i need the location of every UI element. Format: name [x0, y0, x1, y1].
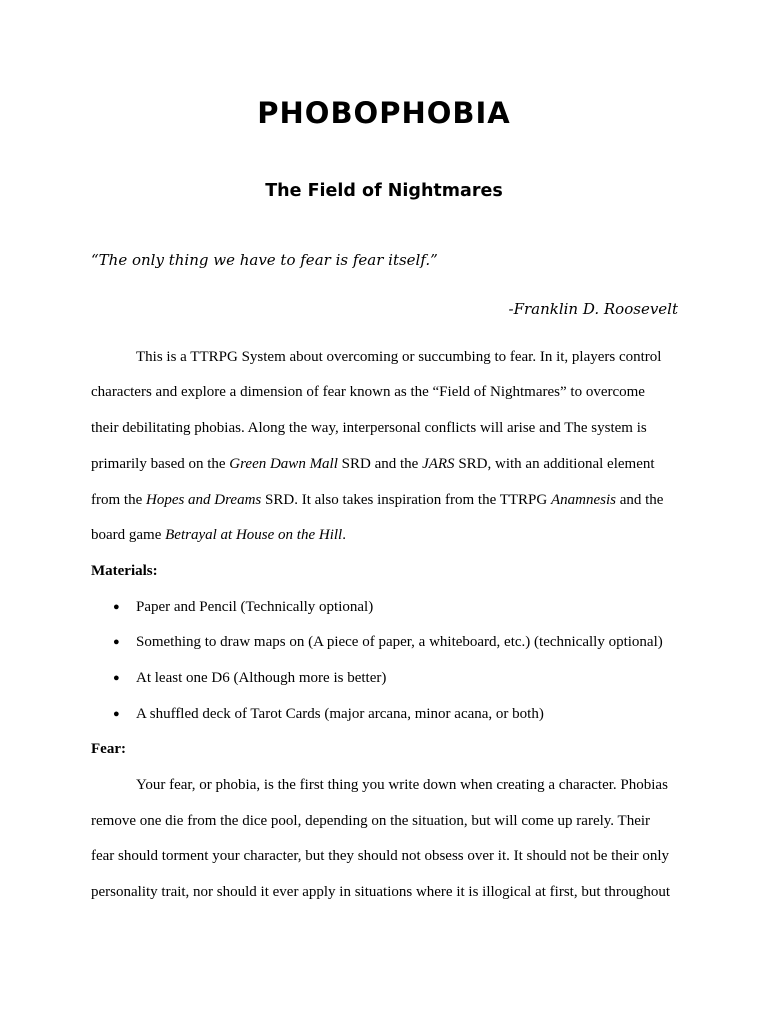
- intro-line-1: This is a TTRPG System about overcoming or succumbing to fear. In it, players control: [136, 349, 662, 365]
- intro-text: .: [342, 527, 346, 543]
- intro-line-3: their debilitating phobias. Along the way, interpersonal conflicts will arise and The system is: [91, 420, 647, 436]
- fear-line-2: remove one die from the dice pool, depending on the situation, but will come up rarely. Their: [91, 813, 651, 829]
- bullet-icon: ●: [113, 636, 120, 648]
- document-subtitle: The Field of Nightmares: [265, 181, 503, 201]
- fear-line-3: fear should torment your character, but they should not obsess over it. It should not be their only: [91, 848, 670, 864]
- epigraph-attribution: -Franklin D. Roosevelt: [508, 300, 678, 318]
- intro-text: from the: [91, 492, 146, 508]
- game-title-betrayal: Betrayal at House on the Hill: [165, 527, 343, 543]
- srd-title-green-dawn-mall: Green Dawn Mall: [229, 456, 338, 472]
- intro-line-2: characters and explore a dimension of fear known as the “Field of Nightmares” to overcome: [91, 384, 645, 400]
- intro-text: board game: [91, 527, 166, 543]
- intro-line-6: [91, 526, 346, 544]
- game-title-anamnesis: Anamnesis: [550, 492, 616, 508]
- fear-heading: Fear:: [91, 741, 126, 757]
- srd-title-hopes-and-dreams: Hopes and Dreams: [145, 492, 262, 508]
- materials-item: At least one D6 (Although more is better): [136, 670, 387, 686]
- fear-line-4: personality trait, nor should it ever apply in situations where it is illogical at first, but throughout: [91, 884, 671, 900]
- intro-line-5: [91, 491, 663, 509]
- intro-line-4: [91, 455, 655, 473]
- bullet-icon: ●: [113, 708, 120, 720]
- materials-item: A shuffled deck of Tarot Cards (major arcana, minor acana, or both): [136, 706, 544, 722]
- bullet-icon: ●: [113, 601, 120, 613]
- intro-text: and the: [615, 492, 664, 508]
- srd-title-jars: JARS: [422, 456, 455, 472]
- materials-heading: Materials:: [91, 563, 158, 579]
- fear-line-1: Your fear, or phobia, is the first thing you write down when creating a character. Phobias: [136, 777, 668, 793]
- intro-text: primarily based on the: [91, 456, 230, 472]
- intro-text: SRD, with an additional element: [454, 456, 655, 472]
- materials-item: Something to draw maps on (A piece of paper, a whiteboard, etc.) (technically optional): [136, 634, 663, 650]
- bullet-icon: ●: [113, 672, 120, 684]
- document-title: PHOBOPHOBIA: [257, 96, 511, 130]
- epigraph-quote: “The only thing we have to fear is fear itself.”: [91, 251, 438, 269]
- intro-text: SRD. It also takes inspiration from the TTRPG: [261, 492, 551, 508]
- intro-text: SRD and the: [337, 456, 423, 472]
- materials-item: Paper and Pencil (Technically optional): [136, 599, 374, 615]
